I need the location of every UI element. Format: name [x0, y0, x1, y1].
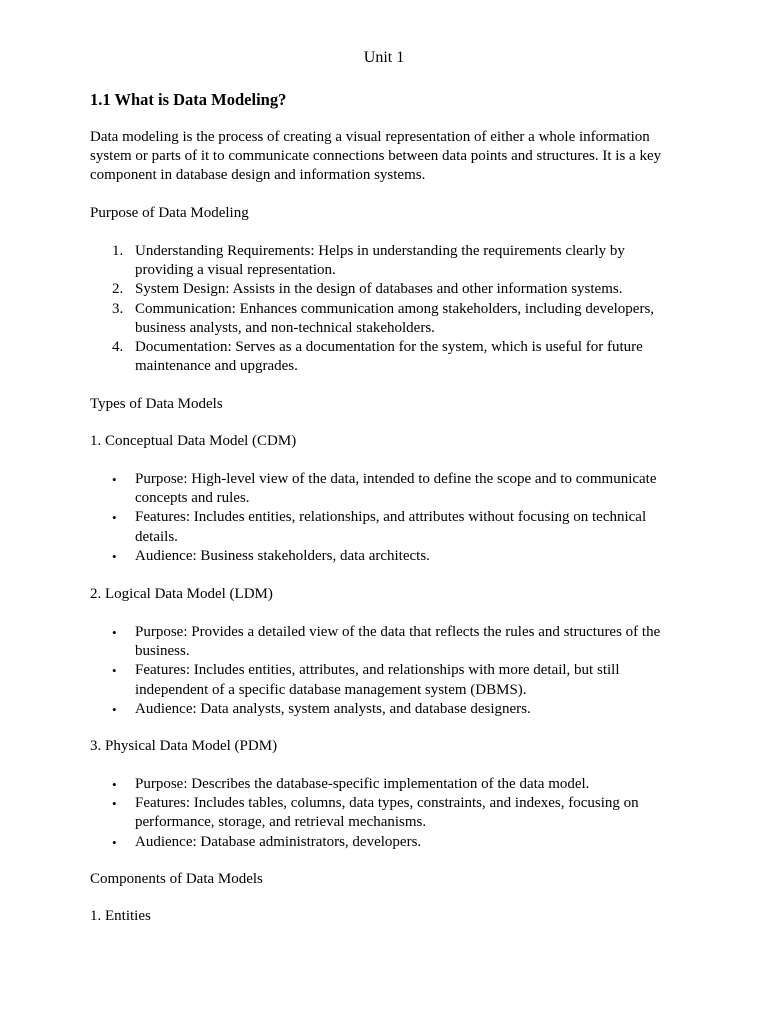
list-item-text: Documentation: Serves as a documentation for the system, which is useful for future maintenance and upgrades. — [135, 339, 643, 375]
list-item — [90, 623, 680, 661]
list-item-text: Features: Includes entities, attributes, and relationships with more detail, but still independent of a specific database management system (DBMS). — [135, 662, 620, 698]
list-item — [90, 547, 680, 566]
pdm-heading: 3. Physical Data Model (PDM) — [90, 738, 278, 754]
list-item-text: Communication: Enhances communication among stakeholders, including developers, business analysts, and non-technical stakeholders. — [135, 300, 655, 336]
list-item-text: Purpose: High-level view of the data, intended to define the scope and to communicate concepts and rules. — [135, 471, 657, 507]
bullet-icon: • — [112, 777, 117, 792]
list-item-text: Features: Includes tables, columns, data types, constraints, and indexes, focusing on performance, storage, and retrieval mechanisms. — [135, 795, 639, 831]
section-heading: 1.1 What is Data Modeling? — [90, 90, 287, 109]
list-item-text: Purpose: Provides a detailed view of the data that reflects the rules and structures of the business. — [135, 624, 661, 660]
list-item-text: Audience: Data analysts, system analysts, and database designers. — [135, 700, 531, 717]
list-item — [90, 338, 680, 376]
list-number: 2. — [112, 281, 124, 298]
list-item — [90, 700, 680, 719]
list-item-text: System Design: Assists in the design of databases and other information systems. — [135, 281, 623, 298]
list-item — [90, 661, 680, 699]
entities-heading: 1. Entities — [90, 908, 151, 924]
unit-title: Unit 1 — [363, 49, 405, 66]
bullet-icon: • — [112, 701, 117, 717]
list-number: 1. — [112, 243, 124, 259]
list-item — [90, 470, 680, 508]
list-item — [90, 242, 680, 280]
intro-paragraph: Data modeling is the process of creating a visual representation of either a whole information system or parts of it to communicate connections between data points and structures. It is a key component in database design and information systems. — [90, 129, 662, 184]
list-item-text: Audience: Database administrators, developers. — [135, 833, 422, 850]
bullet-icon: • — [112, 472, 117, 487]
list-number: 3. — [112, 300, 124, 317]
list-item — [90, 794, 680, 832]
bullet-icon: • — [112, 625, 117, 640]
bullet-icon: • — [112, 834, 117, 850]
types-heading: Types of Data Models — [90, 396, 223, 412]
purpose-heading: Purpose of Data Modeling — [90, 205, 249, 221]
list-number: 4. — [112, 339, 124, 356]
bullet-icon: • — [112, 663, 117, 679]
list-item-text: Understanding Requirements: Helps in understanding the requirements clearly by providing a visual representation. — [135, 243, 625, 279]
list-item-text: Audience: Business stakeholders, data architects. — [135, 547, 430, 564]
components-heading: Components of Data Models — [90, 871, 263, 887]
bullet-icon: • — [112, 796, 117, 812]
list-item-text: Features: Includes entities, relationships, and attributes without focusing on technical details. — [135, 509, 647, 545]
bullet-icon: • — [112, 548, 117, 564]
purpose-list — [90, 242, 680, 376]
list-item-text: Purpose: Describes the database-specific implementation of the data model. — [135, 776, 590, 792]
list-item — [90, 775, 680, 794]
list-item — [90, 833, 680, 852]
ldm-heading: 2. Logical Data Model (LDM) — [90, 586, 273, 602]
bullet-icon: • — [112, 510, 117, 526]
ldm-bullet-list — [90, 623, 680, 719]
list-item — [90, 508, 680, 546]
list-item — [90, 300, 680, 338]
pdm-bullet-list — [90, 775, 680, 852]
cdm-heading: 1. Conceptual Data Model (CDM) — [90, 433, 297, 449]
cdm-bullet-list — [90, 470, 680, 566]
list-item — [90, 280, 680, 299]
